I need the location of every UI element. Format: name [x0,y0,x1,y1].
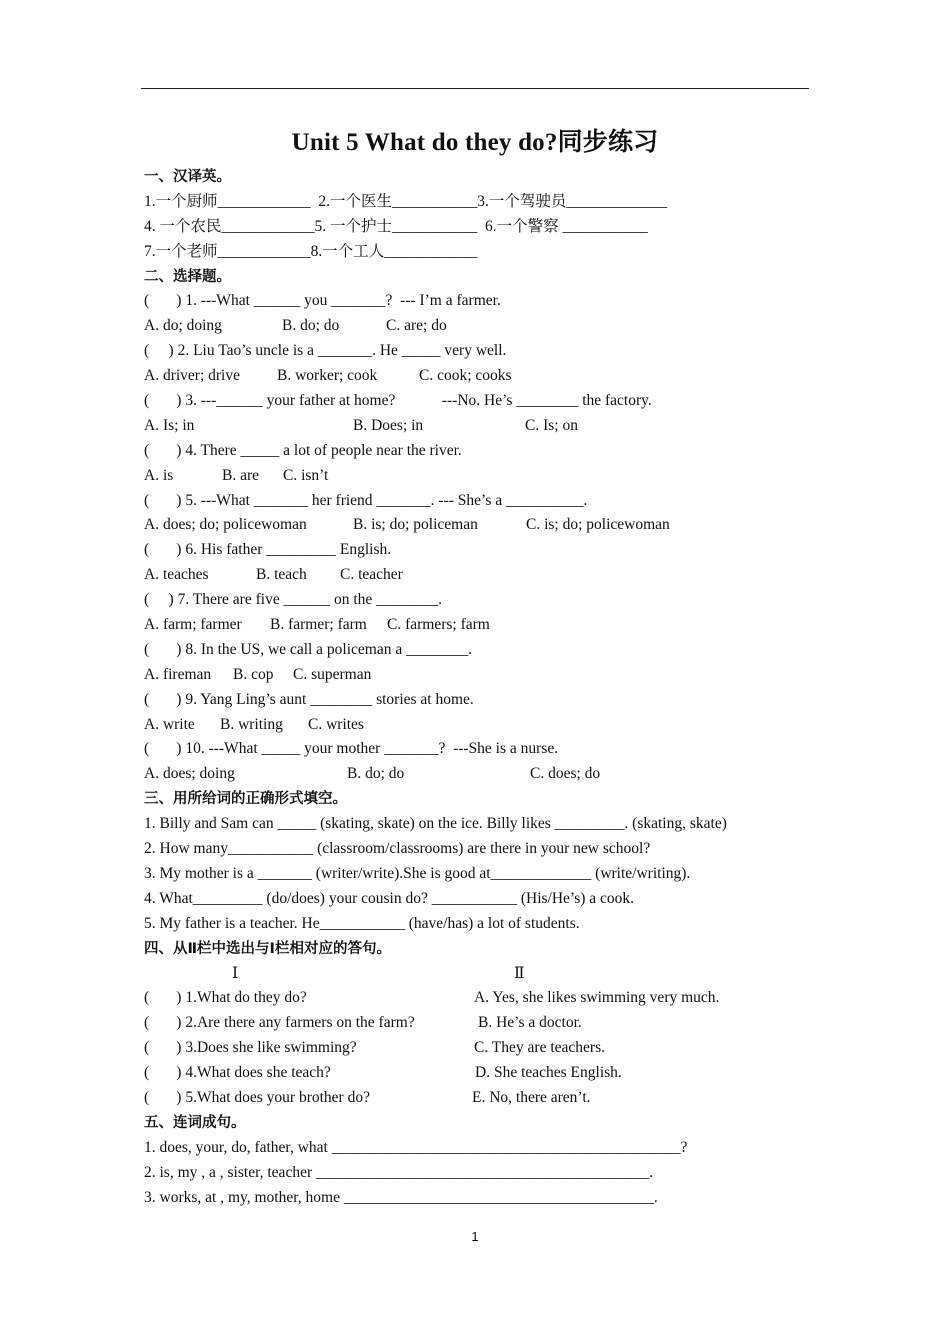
option-b: B. worker; cook [277,367,378,385]
question-2: ( ) 2. Liu Tao’s uncle is a _______. He _____ very well. [144,342,507,360]
section-2-heading: 二、选择题。 [144,268,231,285]
match-row-5 [144,1086,824,1111]
match-question: ( ) 4.What does she teach? [144,1064,331,1082]
vocab-item: 6.一个警察 ___________ [485,217,648,235]
vocab-item: 7.一个老师____________8.一个工人____________ [144,242,478,260]
match-question: ( ) 1.What do they do? [144,989,307,1007]
question-6: ( ) 6. His father _________ English. [144,541,392,559]
option-c: C. does; do [530,765,601,783]
column-1-label: Ⅰ [232,964,239,982]
section-1-line-1 [144,190,824,215]
option-a: A. Is; in [144,416,195,434]
section-1-heading: 一、汉译英。 [144,169,231,185]
option-b: B. teach [256,566,307,584]
option-c: C. teacher [340,566,403,584]
section-5-heading: 五、连词成句。 [144,1114,246,1131]
option-b: B. writing [220,715,283,733]
option-c: C. are; do [386,317,447,335]
question-7-options [144,613,824,638]
section-3-heading: 三、用所给词的正确形式填空。 [144,791,347,808]
question-1-options [144,314,824,339]
fill-in-4: 4. What_________ (do/does) your cousin do? ___________ (His/He’s) a cook. [144,889,635,907]
question-5-options [144,513,824,538]
question-2-options [144,364,824,389]
option-b: B. do; do [347,765,405,783]
option-b: B. are [222,466,260,484]
question-6-options [144,563,824,588]
option-a: A. write [144,715,195,733]
worksheet-body [144,165,824,1210]
option-b: B. Does; in [353,416,424,434]
option-a: A. does; doing [144,765,235,783]
sentence-order-1: 1. does, your, do, father, what _____________________________________________? [144,1138,688,1156]
fill-in-2: 2. How many___________ (classroom/classrooms) are there in your new school? [144,840,651,858]
match-question: ( ) 5.What does your brother do? [144,1088,370,1106]
match-question: ( ) 2.Are there any farmers on the farm? [144,1014,415,1032]
option-b: B. is; do; policeman [353,516,478,534]
match-answer: A. Yes, she likes swimming very much. [474,989,720,1007]
option-a: A. does; do; policewoman [144,516,307,534]
match-question: ( ) 3.Does she like swimming? [144,1039,357,1057]
option-a: A. farm; farmer [144,616,242,634]
question-8: ( ) 8. In the US, we call a policeman a ________. [144,640,472,658]
option-a: A. is [144,466,174,484]
question-4-options [144,464,824,489]
question-8-options [144,663,824,688]
page-number: 1 [471,1229,479,1244]
option-c: C. farmers; farm [387,616,490,634]
option-c: C. isn’t [283,466,329,484]
question-5: ( ) 5. ---What _______ her friend _______. --- She’s a __________. [144,491,588,509]
option-c: C. cook; cooks [419,367,512,385]
match-answer: E. No, there aren’t. [472,1088,591,1106]
option-c: C. Is; on [525,416,578,434]
fill-in-5: 5. My father is a teacher. He___________ (have/has) a lot of students. [144,914,580,932]
match-row-1 [144,986,824,1011]
option-c: C. writes [308,715,364,733]
question-4: ( ) 4. There _____ a lot of people near the river. [144,441,462,459]
column-2-label: Ⅱ [514,964,525,982]
option-a: A. fireman [144,665,212,683]
match-answer: C. They are teachers. [474,1039,605,1057]
question-10-options [144,762,824,787]
option-a: A. do; doing [144,317,222,335]
option-c: C. superman [293,665,372,683]
page-title: Unit 5 What do they do?同步练习 [291,129,659,156]
section-4-heading: 四、从Ⅱ栏中选出与Ⅰ栏相对应的答句。 [144,940,391,957]
column-labels [144,962,824,987]
match-answer: D. She teaches English. [475,1064,622,1082]
question-3-options [144,414,824,439]
match-row-3 [144,1036,824,1061]
option-b: B. farmer; farm [270,616,367,634]
sentence-order-3: 3. works, at , my, mother, home ________________________________________. [144,1188,658,1206]
question-3: ( ) 3. ---______ your father at home? ---No. He’s ________ the factory. [144,392,652,410]
match-row-2 [144,1011,824,1036]
option-b: B. cop [233,665,274,683]
vocab-item: 4. 一个农民____________5. 一个护士___________ [144,217,478,235]
section-1-line-2 [144,215,824,240]
match-row-4 [144,1061,824,1086]
option-b: B. do; do [282,317,340,335]
question-10: ( ) 10. ---What _____ your mother _______? ---She is a nurse. [144,740,559,758]
question-1: ( ) 1. ---What ______ you _______? --- I’m a farmer. [144,292,501,310]
match-answer: B. He’s a doctor. [478,1014,582,1032]
option-a: A. teaches [144,566,209,584]
question-9-options [144,713,824,738]
question-9: ( ) 9. Yang Ling’s aunt ________ stories at home. [144,690,474,708]
option-c: C. is; do; policewoman [526,516,670,534]
vocab-item: 2.一个医生___________3.一个驾驶员_____________ [318,192,668,210]
question-7: ( ) 7. There are five ______ on the ________. [144,591,443,609]
option-a: A. driver; drive [144,367,240,385]
sentence-order-2: 2. is, my , a , sister, teacher ___________________________________________. [144,1163,654,1181]
header-rule [141,88,809,89]
vocab-item: 1.一个厨师____________ [144,192,311,210]
fill-in-1: 1. Billy and Sam can _____ (skating, skate) on the ice. Billy likes _________. (skating, skate) [144,815,727,833]
fill-in-3: 3. My mother is a _______ (writer/write).She is good at_____________ (write/writing). [144,864,691,882]
section-1-line-3 [144,240,824,265]
